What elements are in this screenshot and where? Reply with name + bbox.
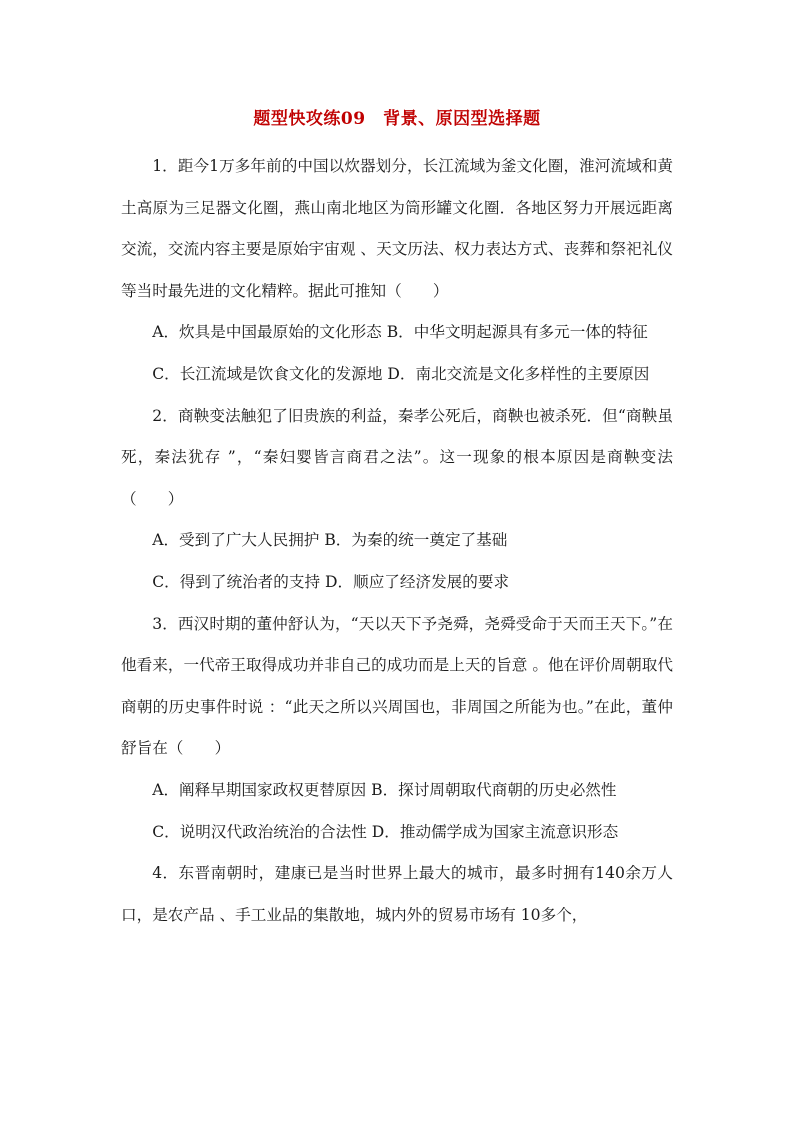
question-3-options-ab: A．阐释早期国家政权更替原因 B．探讨周朝取代商朝的历史必然性 xyxy=(152,780,617,799)
question-1-stem: 1．距今1万多年前的中国以炊器划分，长江流域为釜文化圈，淮河流域和黄土高原为三足器文化圈，燕山南北地区为筒形罐文化圈．各地区努力开展远距离交流，交流内容主要是原始宇宙观 、天文历法、权力表达方式、丧葬和祭祀礼仪等当时最先进的文化精粹。据此可推知（ ） xyxy=(121,157,673,300)
question-2-options-cd: C．得到了统治者的支持 D．顺应了经济发展的要求 xyxy=(152,572,510,591)
question-3-stem: 3．西汉时期的董仲舒认为，“天以天下予尧舜，尧舜受命于天而王天下。”在他看来，一代帝王取得成功并非自己的成功而是上天的旨意 。他在评价周朝取代商朝的历史事件时说 ：“此天之所以兴周国也，非周国之所能为也。”在此，董仲舒旨在（ ） xyxy=(121,614,673,758)
question-3-options-cd: C．说明汉代政治统治的合法性 D．推动儒学成为国家主流意识形态 xyxy=(152,822,619,841)
question-4-stem: 4．东晋南朝时，建康已是当时世界上最大的城市，最多时拥有140余万人口，是农产品 、手工业品的集散地，城内外的贸易市场有 10多个， xyxy=(121,864,673,924)
page-title: 题型快攻练09 背景、原因型选择题 xyxy=(253,109,541,129)
question-list xyxy=(121,146,673,936)
question-1-options-cd: C．长江流域是饮食文化的发源地 D．南北交流是文化多样性的主要原因 xyxy=(152,364,650,383)
question-2-options-ab: A．受到了广大人民拥护 B．为秦的统一奠定了基础 xyxy=(152,531,508,550)
question-2-stem: 2．商鞅变法触犯了旧贵族的利益，秦孝公死后，商鞅也被杀死．但“商鞅虽死，秦法犹存 ”，“秦妇婴皆言商君之法”。这一现象的根本原因是商鞅变法（ ） xyxy=(121,406,673,508)
question-1-options-ab: A．炊具是中国最原始的文化形态 B．中华文明起源具有多元一体的特征 xyxy=(152,323,648,342)
